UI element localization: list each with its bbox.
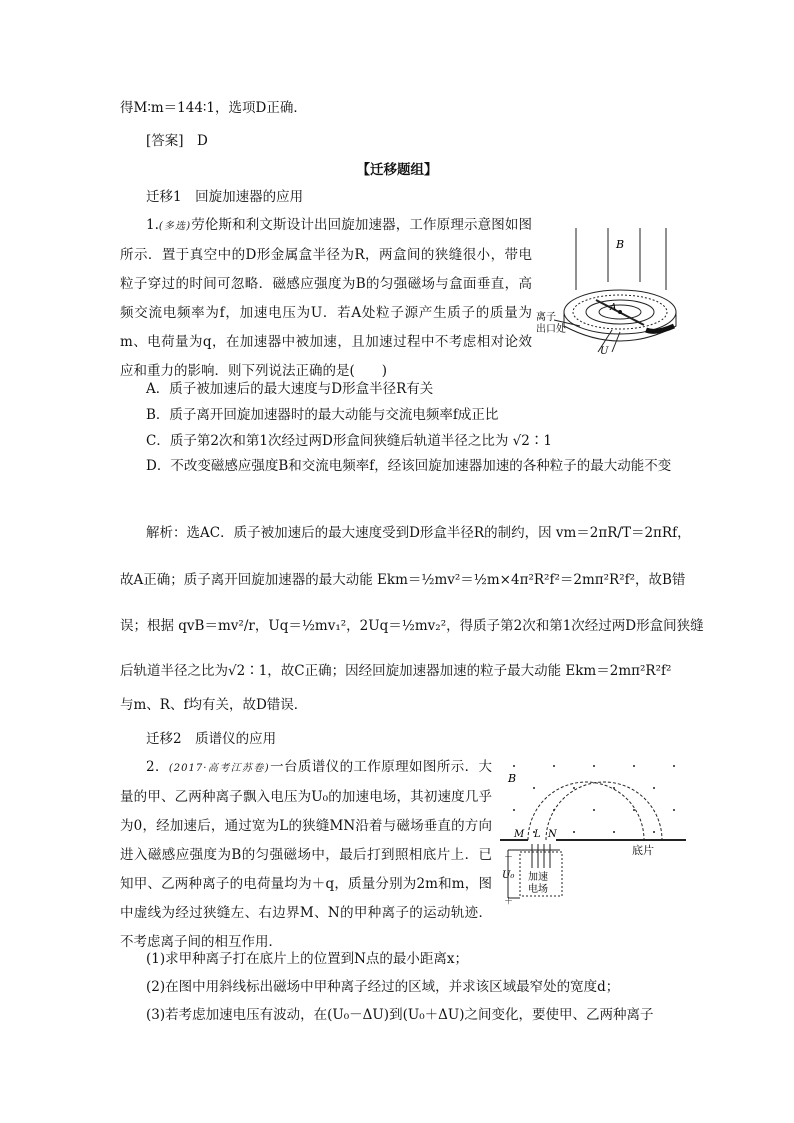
spectrometer-label-M: M	[514, 829, 525, 840]
problem2-stem-text: 一台质谱仪的工作原理如图所示．大量的甲、乙两种离子飘入电压为U₀的加速电场，其初速度几乎为0，经加速后，通过宽为L的狭缝MN沿着与磁场垂直的方向进入磁感应强度为B的匀强磁场中，最后打到照相底片上．已知甲、乙两种离子的电荷量均为＋q，质量分别为2m和m，图中虚线为经过狭缝左、右边界M、N的甲种离子的运动轨迹．不考虑离子间的相互作用．	[120, 759, 493, 950]
problem2-number: 2．	[146, 759, 169, 775]
cyclotron-exit-label-2: 出口处	[536, 324, 566, 335]
problem1-option-b: B．质子离开回旋加速器时的最大动能与交流电频率f成正比	[146, 407, 499, 423]
spectrometer-label-B: B	[508, 772, 517, 785]
problem1-solution-line-4: 后轨道半径之比为√2∶1，故C正确；因经回旋加速器加速的粒子最大动能 Ekm＝2mπ²R²f²	[120, 663, 672, 679]
cyclotron-figure	[536, 226, 686, 360]
spectrometer-film-label: 底片	[632, 844, 654, 857]
problem1-solution-line-1: 解析：选AC．质子被加速后的最大速度受到D形盒半径R的制约，因 vm＝2πR/T＝2πRf，	[146, 525, 691, 541]
spectrometer-minus-label: －	[504, 853, 514, 863]
cyclotron-label-A: A	[610, 303, 617, 313]
mass-spectrometer-figure	[500, 758, 688, 906]
problem1-tag: (多选)	[158, 221, 192, 232]
problem1-option-c: C．质子第2次和第1次经过两D形盒间狭缝后轨道半径之比为 √2∶1	[146, 433, 552, 449]
mass-spectrometer-diagram	[500, 758, 688, 906]
section-title: 【迁移题组】	[356, 162, 438, 178]
cyclotron-label-U: U	[600, 346, 609, 357]
spectrometer-field-label-2: 电场	[528, 884, 548, 895]
previous-answer-line: 得M∶m＝144∶1，选项D正确．	[120, 100, 307, 116]
problem2-question-2: (2)在图中用斜线标出磁场中甲种离子经过的区域，并求该区域最窄处的宽度d；	[146, 979, 620, 995]
problem2-question-3: (3)若考虑加速电压有波动，在(U₀－ΔU)到(U₀＋ΔU)之间变化，要使甲、乙两种离子	[146, 1007, 654, 1023]
problem1-stem-text: 劳伦斯和利文斯设计出回旋加速器，工作原理示意图如图所示．置于真空中的D形金属盒半径为R，两盒间的狭缝很小，带电粒子穿过的时间可忽略．磁感应强度为B的匀强磁场与盒面垂直，高频交流电频率为f，加速电压为U．若A处粒子源产生质子的质量为m、电荷量为q，在加速器中被加速，且加速过程中不考虑相对论效应和重力的影响．则下列说法正确的是( )	[120, 217, 532, 379]
cyclotron-diagram	[536, 226, 686, 360]
problem1-number: 1.	[146, 217, 159, 233]
problem1-solution-line-5: 与m、R、f均有关，故D错误．	[120, 697, 308, 713]
spectrometer-label-N: N	[548, 829, 557, 840]
spectrometer-label-U0: U₀	[502, 870, 515, 881]
problem1-heading: 迁移1 回旋加速器的应用	[146, 189, 304, 205]
spectrometer-label-L: L	[534, 829, 541, 840]
problem2-source: (2017·高考江苏卷)	[168, 763, 270, 774]
problem2-heading: 迁移2 质谱仪的应用	[146, 731, 277, 747]
problem1-solution-line-2: 故A正确；质子离开回旋加速器的最大动能 Ekm＝½mv²＝½m×4π²R²f²＝2mπ²R²f²，故B错	[120, 572, 686, 588]
problem1-option-a: A．质子被加速后的最大速度与D形盒半径R有关	[146, 381, 434, 397]
ion-source-dot	[618, 310, 622, 314]
answer-label: [答案] D	[146, 133, 208, 149]
problem1-option-d: D．不改变磁感应强度B和交流电频率f，经该回旋加速器加速的各种粒子的最大动能不变	[146, 458, 672, 474]
problem1-solution-line-3: 误；根据 qvB＝mv²/r，Uq＝½mv₁²，2Uq＝½mv₂²，得质子第2次和第1次经过两D形盒间狭缝	[120, 618, 704, 634]
spectrometer-plus-label: ＋	[504, 897, 514, 906]
magnetic-field-dots	[513, 765, 675, 833]
spectrometer-field-label-1: 加速	[528, 872, 548, 883]
problem2-question-1: (1)求甲种离子打在底片上的位置到N点的最小距离x；	[146, 951, 469, 967]
problem1-stem	[120, 211, 532, 386]
problem2-stem	[120, 753, 492, 957]
cyclotron-exit-label-1: 离子	[536, 312, 556, 323]
cyclotron-label-B: B	[616, 238, 625, 251]
